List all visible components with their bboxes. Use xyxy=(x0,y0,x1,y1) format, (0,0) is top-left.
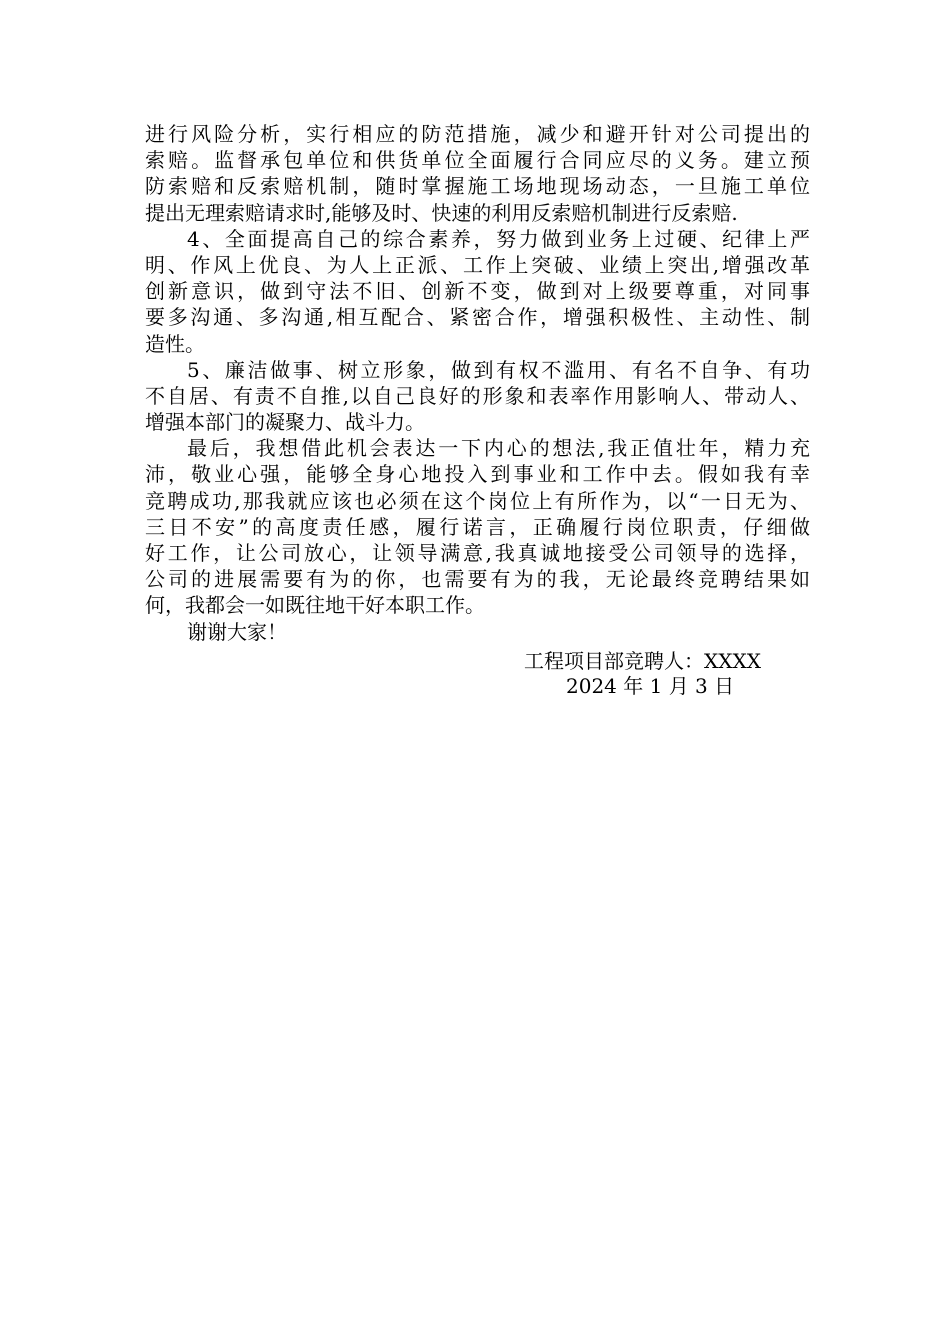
body-line: 不自居、有责不自推,以自己良好的形象和表率作用影响人、带动人、 xyxy=(145,383,810,408)
body-line: 公司的进展需要有为的你，也需要有为的我，无论最终竞聘结果如 xyxy=(145,567,810,592)
body-line: 竞聘成功,那我就应该也必须在这个岗位上有所作为，以“一日无为、 xyxy=(145,488,810,513)
body-line: 好工作，让公司放心，让领导满意,我真诚地接受公司领导的选择， xyxy=(145,541,810,565)
body-line: 增强本部门的凝聚力、战斗力。 xyxy=(145,410,425,435)
document-body xyxy=(145,121,810,645)
signature-date-text: 2024 年 1 月 3 日 xyxy=(566,674,735,698)
body-line: 造性。 xyxy=(145,331,205,356)
signature-name-text: 工程项目部竞聘人：XXXX xyxy=(524,649,761,673)
body-line: 索赔。监督承包单位和供货单位全面履行合同应尽的义务。建立预 xyxy=(145,148,810,173)
body-line: 4、全面提高自己的综合素养，努力做到业务上过硬、纪律上严 xyxy=(187,226,810,251)
body-line: 三日不安”的高度责任感，履行诺言，正确履行岗位职责，仔细做 xyxy=(145,514,810,539)
body-line: 创新意识，做到守法不旧、创新不变，做到对上级要尊重，对同事 xyxy=(145,279,810,304)
body-line: 提出无理索赔请求时,能够及时、快速的利用反索赔机制进行反索赔. xyxy=(145,200,738,225)
closing-thanks: 谢谢大家！ xyxy=(187,619,287,644)
body-line: 沛，敬业心强，能够全身心地投入到事业和工作中去。假如我有幸 xyxy=(145,462,810,487)
body-line: 要多沟通、多沟通,相互配合、紧密合作，增强积极性、主动性、制 xyxy=(145,305,810,330)
body-line: 防索赔和反索赔机制，随时掌握施工场地现场动态，一旦施工单位 xyxy=(145,174,810,199)
body-line: 进行风险分析，实行相应的防范措施，减少和避开针对公司提出的 xyxy=(145,122,810,146)
body-line: 明、作风上优良、为人上正派、工作上突破、业绩上突出,增强改革 xyxy=(145,252,810,277)
body-line: 何，我都会一如既往地干好本职工作。 xyxy=(145,593,485,618)
body-line: 5、廉洁做事、树立形象，做到有权不滥用、有名不自争、有功 xyxy=(187,357,810,382)
body-line: 最后，我想借此机会表达一下内心的想法,我正值壮年，精力充 xyxy=(187,436,810,461)
